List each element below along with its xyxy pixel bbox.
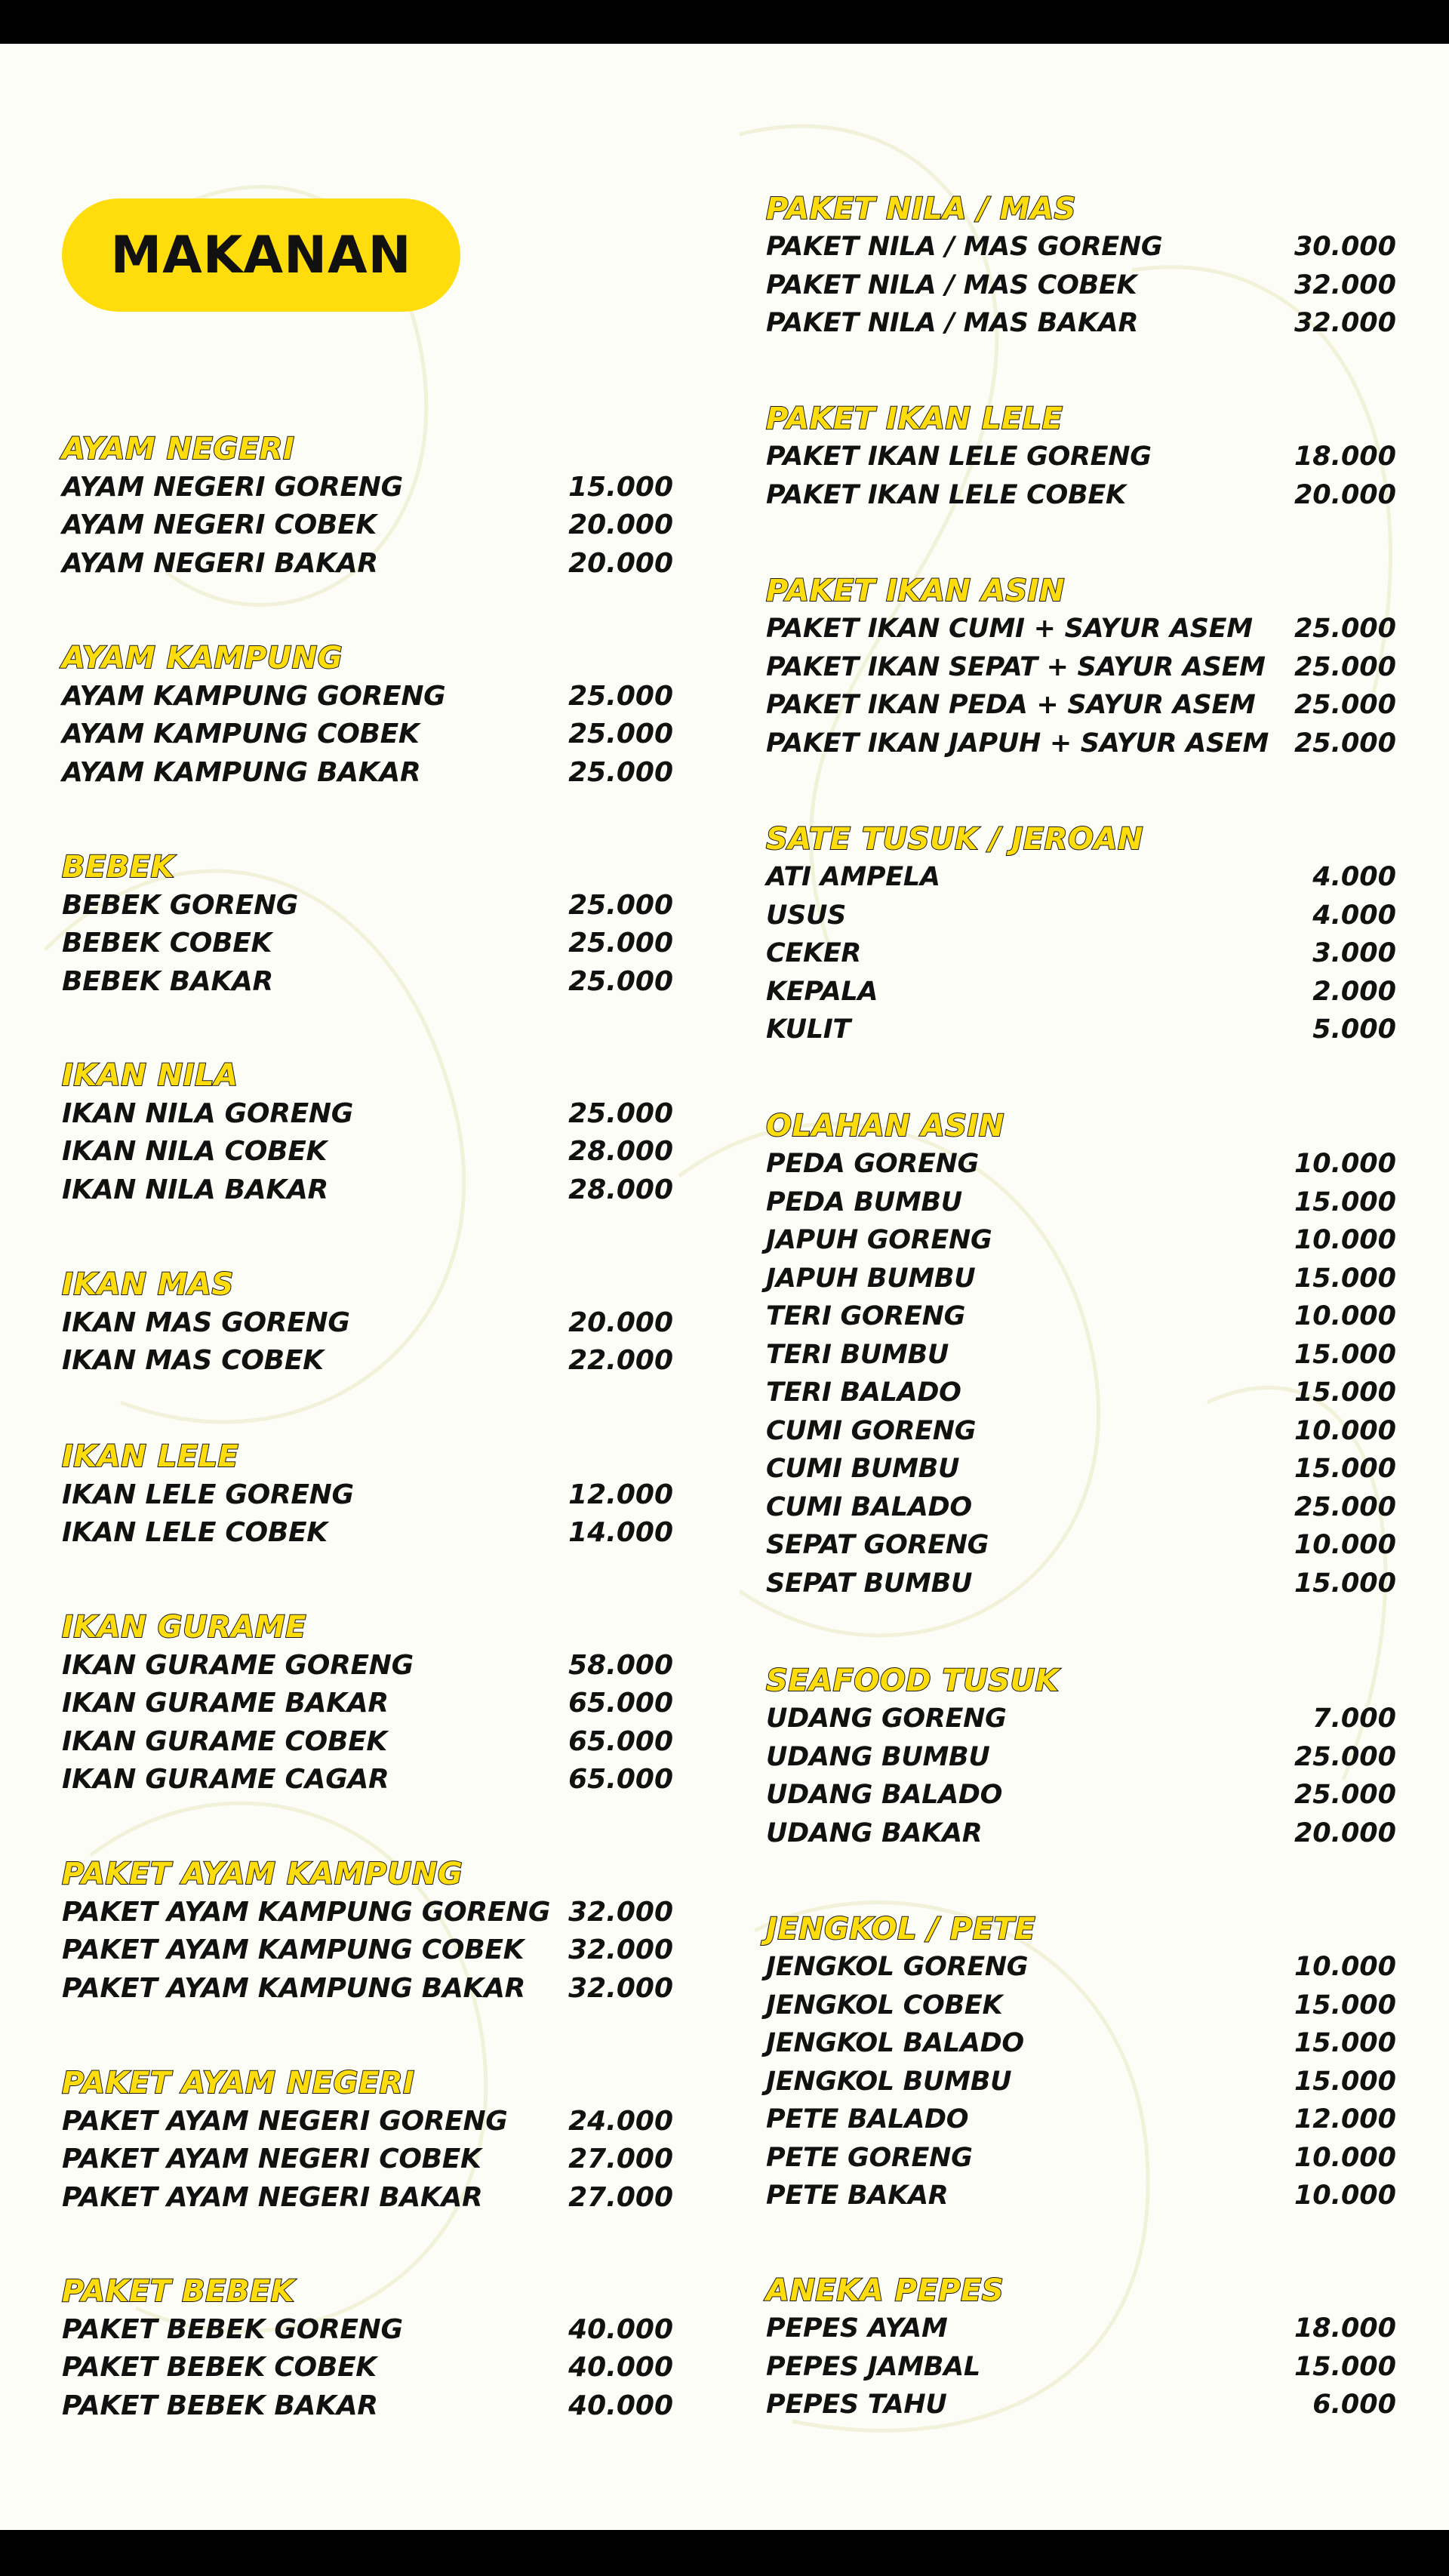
menu-item	[62, 1303, 673, 1342]
section-title: PAKET BEBEK	[62, 2274, 295, 2309]
section-title: IKAN MAS	[62, 1267, 234, 1302]
menu-section	[766, 1910, 1396, 2215]
menu-item	[62, 1969, 673, 2008]
menu-item	[62, 886, 673, 925]
item-name: ATI AMPELA	[766, 862, 940, 893]
item-name: IKAN GURAME BAKAR	[62, 1688, 389, 1719]
item-name: IKAN NILA GORENG	[62, 1097, 354, 1129]
item-name: PEDA GORENG	[766, 1149, 979, 1180]
item-name: IKAN MAS GORENG	[62, 1306, 350, 1338]
item-price: 15.000	[1294, 1568, 1396, 1599]
menu-item	[766, 1488, 1396, 1527]
item-name: PAKET NILA / MAS BAKAR	[766, 308, 1139, 339]
section-title: IKAN GURAME	[62, 1610, 306, 1645]
item-name: UDANG BUMBU	[766, 1741, 990, 1772]
item-name: TERI GORENG	[766, 1301, 966, 1332]
item-price: 32.000	[568, 1972, 673, 2004]
item-price: 15.000	[1294, 1186, 1396, 1217]
menu-section	[766, 1662, 1396, 1852]
section-title: PAKET AYAM KAMPUNG	[62, 1857, 463, 1891]
item-price: 22.000	[568, 1345, 673, 1377]
item-price: 25.000	[568, 719, 673, 750]
menu-item	[766, 2386, 1396, 2424]
item-price: 20.000	[1294, 1817, 1396, 1848]
item-name: PAKET IKAN PEDA + SAYUR ASEM	[766, 690, 1256, 721]
item-name: KEPALA	[766, 976, 878, 1007]
item-name: JENGKOL BALADO	[766, 2028, 1024, 2059]
item-price: 14.000	[568, 1517, 673, 1549]
item-name: PEPES TAHU	[766, 2390, 947, 2421]
item-name: PAKET NILA / MAS COBEK	[766, 269, 1137, 300]
menu-item	[766, 1700, 1396, 1738]
menu-item	[62, 962, 673, 1001]
item-price: 20.000	[568, 1306, 673, 1338]
menu-section	[62, 1855, 673, 2008]
item-name: BEBEK BAKAR	[62, 965, 273, 997]
menu-item	[766, 686, 1396, 725]
menu-section	[62, 2064, 673, 2217]
item-name: AYAM KAMPUNG GORENG	[62, 680, 446, 712]
item-price: 30.000	[1294, 232, 1396, 263]
item-price: 58.000	[568, 1649, 673, 1681]
item-price: 4.000	[1312, 900, 1396, 931]
menu-item	[766, 897, 1396, 935]
item-price: 15.000	[1294, 1454, 1396, 1485]
menu-section	[766, 820, 1396, 1049]
item-price: 25.000	[568, 1097, 673, 1129]
item-price: 25.000	[568, 928, 673, 959]
section-title: PAKET NILA / MAS	[766, 192, 1076, 226]
item-price: 28.000	[568, 1136, 673, 1168]
item-price: 10.000	[1294, 1952, 1396, 1983]
item-name: PAKET IKAN LELE COBEK	[766, 479, 1126, 510]
item-name: PAKET IKAN JAPUH + SAYUR ASEM	[766, 728, 1269, 759]
item-price: 6.000	[1312, 2390, 1396, 2421]
item-name: UDANG BAKAR	[766, 1817, 983, 1848]
item-price: 65.000	[568, 1725, 673, 1757]
item-name: PAKET AYAM KAMPUNG BAKAR	[62, 1972, 526, 2004]
menu-item	[62, 1761, 673, 1799]
item-price: 10.000	[1294, 2142, 1396, 2173]
item-price: 25.000	[1294, 1741, 1396, 1772]
menu-item	[62, 925, 673, 963]
item-name: PETE BAKAR	[766, 2181, 949, 2211]
menu-item	[766, 1987, 1396, 2025]
item-price: 10.000	[1294, 1149, 1396, 1180]
menu-item	[766, 1183, 1396, 1222]
item-name: IKAN GURAME GORENG	[62, 1649, 414, 1681]
menu-item	[766, 438, 1396, 476]
item-name: USUS	[766, 900, 847, 931]
item-price: 25.000	[1294, 1491, 1396, 1522]
item-price: 4.000	[1312, 862, 1396, 893]
menu-item	[766, 858, 1396, 897]
menu-item	[62, 1171, 673, 1209]
menu-item	[766, 1297, 1396, 1336]
item-price: 25.000	[1294, 614, 1396, 645]
item-price: 15.000	[1294, 1990, 1396, 2020]
menu-item	[62, 716, 673, 754]
menu-item	[766, 973, 1396, 1011]
item-price: 24.000	[568, 2105, 673, 2137]
item-price: 20.000	[1294, 479, 1396, 510]
section-title: ANEKA PEPES	[766, 2273, 1004, 2308]
menu-item	[62, 1931, 673, 1970]
item-name: PAKET AYAM NEGERI BAKAR	[62, 2181, 483, 2213]
item-price: 27.000	[568, 2144, 673, 2175]
item-price: 20.000	[568, 547, 673, 579]
menu-item	[766, 266, 1396, 305]
menu-item	[766, 1260, 1396, 1298]
item-name: IKAN MAS COBEK	[62, 1345, 324, 1377]
item-price: 2.000	[1312, 976, 1396, 1007]
menu-item	[62, 2102, 673, 2141]
menu-item	[62, 677, 673, 716]
menu-item	[766, 2024, 1396, 2063]
menu-item	[766, 228, 1396, 266]
menu-item	[62, 544, 673, 583]
item-name: PAKET AYAM NEGERI GORENG	[62, 2105, 508, 2137]
item-name: BEBEK COBEK	[62, 928, 272, 959]
menu-item	[766, 1738, 1396, 1777]
item-price: 7.000	[1312, 1703, 1396, 1734]
item-price: 5.000	[1312, 1014, 1396, 1045]
menu-item	[62, 1646, 673, 1685]
menu-item	[62, 2349, 673, 2387]
item-name: SEPAT BUMBU	[766, 1568, 973, 1599]
item-price: 32.000	[1294, 308, 1396, 339]
category-heading: MAKANAN	[62, 199, 460, 312]
item-name: PEPES JAMBAL	[766, 2351, 980, 2382]
menu-item	[62, 1514, 673, 1553]
menu-item	[766, 2348, 1396, 2387]
menu-section	[62, 1608, 673, 1799]
item-price: 25.000	[568, 756, 673, 788]
section-title: BEBEK	[62, 850, 175, 885]
item-price: 40.000	[568, 2390, 673, 2421]
item-price: 10.000	[1294, 1530, 1396, 1561]
menu-item	[766, 1412, 1396, 1451]
item-price: 10.000	[1294, 2181, 1396, 2211]
item-price: 25.000	[568, 965, 673, 997]
section-title: JENGKOL / PETE	[766, 1912, 1036, 1947]
item-price: 15.000	[1294, 2066, 1396, 2097]
item-name: CEKER	[766, 938, 862, 969]
menu-item	[62, 1342, 673, 1380]
menu-item	[766, 610, 1396, 648]
item-price: 10.000	[1294, 1415, 1396, 1446]
item-name: PAKET IKAN SEPAT + SAYUR ASEM	[766, 651, 1266, 682]
item-price: 15.000	[568, 471, 673, 503]
item-price: 25.000	[568, 889, 673, 921]
item-name: CUMI BUMBU	[766, 1454, 960, 1485]
top-black-bar	[0, 0, 1449, 44]
item-price: 40.000	[568, 2313, 673, 2345]
item-name: KULIT	[766, 1014, 851, 1045]
item-price: 18.000	[1294, 2313, 1396, 2344]
menu-item	[766, 1814, 1396, 1853]
item-price: 20.000	[568, 509, 673, 541]
item-name: IKAN NILA COBEK	[62, 1136, 328, 1168]
item-name: AYAM NEGERI GORENG	[62, 471, 403, 503]
item-name: PAKET AYAM KAMPUNG GORENG	[62, 1896, 551, 1928]
menu-item	[766, 1526, 1396, 1565]
section-title: AYAM NEGERI	[62, 432, 295, 466]
menu-item	[766, 1336, 1396, 1374]
item-price: 32.000	[1294, 269, 1396, 300]
section-title: AYAM KAMPUNG	[62, 641, 343, 676]
item-price: 12.000	[568, 1479, 673, 1510]
menu-item	[766, 2310, 1396, 2348]
menu-item	[766, 1450, 1396, 1488]
item-name: CUMI BALADO	[766, 1491, 972, 1522]
item-name: PAKET BEBEK COBEK	[62, 2352, 377, 2384]
item-price: 10.000	[1294, 1301, 1396, 1332]
section-title: PAKET IKAN LELE	[766, 402, 1063, 436]
item-price: 40.000	[568, 2352, 673, 2384]
menu-item	[766, 1374, 1396, 1412]
item-name: UDANG BALADO	[766, 1780, 1003, 1811]
bottom-black-bar	[0, 2530, 1449, 2576]
menu-section	[766, 190, 1396, 343]
menu-item	[766, 2177, 1396, 2215]
menu-item	[766, 2139, 1396, 2177]
menu-section	[766, 2272, 1396, 2424]
item-price: 15.000	[1294, 1263, 1396, 1294]
menu-item	[766, 2101, 1396, 2139]
menu-item	[766, 1145, 1396, 1183]
menu-item	[62, 1476, 673, 1514]
item-price: 27.000	[568, 2181, 673, 2213]
menu-item	[62, 1893, 673, 1931]
menu-section	[62, 430, 673, 583]
menu-item	[62, 2141, 673, 2179]
item-name: PEPES AYAM	[766, 2313, 948, 2344]
menu-item	[62, 2310, 673, 2349]
item-name: PAKET BEBEK GORENG	[62, 2313, 403, 2345]
item-name: PEDA BUMBU	[766, 1186, 962, 1217]
item-price: 25.000	[1294, 1780, 1396, 1811]
menu-item	[62, 2387, 673, 2425]
item-name: CUMI GORENG	[766, 1415, 977, 1446]
item-name: PAKET IKAN CUMI + SAYUR ASEM	[766, 614, 1253, 645]
section-title: PAKET IKAN ASIN	[766, 574, 1065, 608]
menu-item	[62, 506, 673, 545]
menu-section	[62, 848, 673, 1001]
menu-item	[766, 1221, 1396, 1260]
section-title: PAKET AYAM NEGERI	[62, 2066, 415, 2101]
item-name: AYAM NEGERI COBEK	[62, 509, 377, 541]
item-name: AYAM NEGERI BAKAR	[62, 547, 378, 579]
menu-item	[62, 468, 673, 506]
section-title: IKAN NILA	[62, 1058, 238, 1093]
menu-section	[62, 1266, 673, 1380]
section-title: IKAN LELE	[62, 1439, 239, 1474]
menu-item	[62, 2178, 673, 2217]
item-price: 10.000	[1294, 1225, 1396, 1256]
item-name: PAKET NILA / MAS GORENG	[766, 232, 1163, 263]
menu-item	[62, 1133, 673, 1171]
item-price: 32.000	[568, 1934, 673, 1966]
item-price: 15.000	[1294, 2028, 1396, 2059]
section-title: SEAFOOD TUSUK	[766, 1663, 1060, 1698]
menu-item	[766, 476, 1396, 515]
item-price: 32.000	[568, 1896, 673, 1928]
menu-section	[62, 2273, 673, 2425]
menu-item	[766, 2063, 1396, 2101]
item-name: JENGKOL COBEK	[766, 1990, 1003, 2020]
item-price: 65.000	[568, 1764, 673, 1796]
section-title: SATE TUSUK / JEROAN	[766, 822, 1143, 857]
item-name: PAKET IKAN LELE GORENG	[766, 442, 1152, 472]
item-price: 15.000	[1294, 1377, 1396, 1408]
item-name: TERI BALADO	[766, 1377, 961, 1408]
item-name: JENGKOL GORENG	[766, 1952, 1029, 1983]
menu-item	[766, 934, 1396, 973]
item-name: AYAM KAMPUNG COBEK	[62, 719, 420, 750]
item-price: 18.000	[1294, 442, 1396, 472]
item-name: TERI BUMBU	[766, 1339, 949, 1370]
menu-item	[766, 648, 1396, 687]
menu-item	[62, 1094, 673, 1133]
item-name: UDANG GORENG	[766, 1703, 1007, 1734]
menu-section	[766, 1107, 1396, 1602]
menu-item	[62, 753, 673, 792]
menu-section	[62, 639, 673, 792]
item-name: PAKET AYAM NEGERI COBEK	[62, 2144, 481, 2175]
item-price: 15.000	[1294, 2351, 1396, 2382]
item-name: PETE BALADO	[766, 2104, 969, 2135]
item-name: PAKET AYAM KAMPUNG COBEK	[62, 1934, 525, 1966]
item-name: JENGKOL BUMBU	[766, 2066, 1012, 2097]
item-name: JAPUH BUMBU	[766, 1263, 976, 1294]
item-name: SEPAT GORENG	[766, 1530, 989, 1561]
item-name: IKAN GURAME COBEK	[62, 1725, 387, 1757]
item-price: 12.000	[1294, 2104, 1396, 2135]
menu-section	[62, 1057, 673, 1209]
menu-section	[62, 1438, 673, 1552]
item-name: IKAN LELE GORENG	[62, 1479, 354, 1510]
item-price: 28.000	[568, 1174, 673, 1205]
item-name: IKAN GURAME CAGAR	[62, 1764, 389, 1796]
item-name: IKAN LELE COBEK	[62, 1517, 328, 1549]
section-title: OLAHAN ASIN	[766, 1109, 1004, 1143]
menu-item	[766, 1011, 1396, 1049]
item-name: AYAM KAMPUNG BAKAR	[62, 756, 421, 788]
item-price: 3.000	[1312, 938, 1396, 969]
item-name: PETE GORENG	[766, 2142, 973, 2173]
menu-section	[766, 572, 1396, 762]
item-price: 15.000	[1294, 1339, 1396, 1370]
menu-item	[766, 725, 1396, 763]
menu-item	[62, 1685, 673, 1723]
item-price: 25.000	[1294, 690, 1396, 721]
item-name: BEBEK GORENG	[62, 889, 299, 921]
item-name: IKAN NILA BAKAR	[62, 1174, 328, 1205]
item-price: 25.000	[1294, 651, 1396, 682]
menu-item	[766, 1776, 1396, 1814]
menu-item	[766, 1948, 1396, 1987]
menu-section	[766, 400, 1396, 514]
menu-item	[62, 1722, 673, 1761]
menu-item	[766, 304, 1396, 343]
menu-item	[766, 1565, 1396, 1603]
item-price: 25.000	[568, 680, 673, 712]
item-price: 25.000	[1294, 728, 1396, 759]
item-name: JAPUH GORENG	[766, 1225, 992, 1256]
item-name: PAKET BEBEK BAKAR	[62, 2390, 378, 2421]
item-price: 65.000	[568, 1688, 673, 1719]
